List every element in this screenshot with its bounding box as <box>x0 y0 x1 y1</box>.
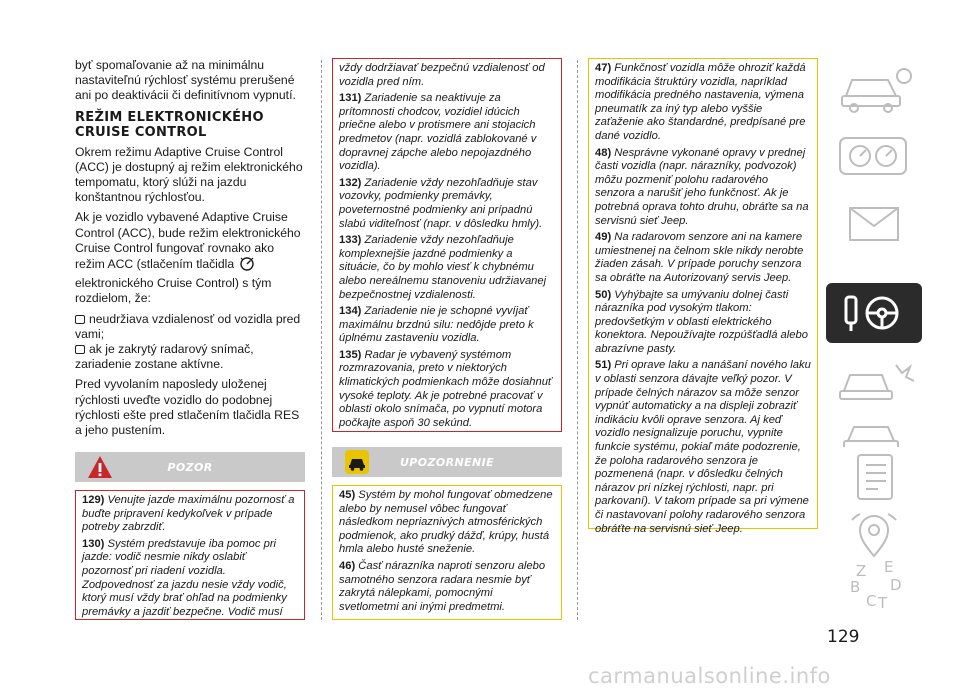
warning-triangle-icon <box>87 454 113 483</box>
note-item <box>339 489 555 557</box>
dashboard-icon[interactable] <box>826 126 922 186</box>
note-text: Vyhýbajte sa umývaniu dolnej časti nárazníka pod vysokým tlakom: predovšetkým v oblasti elektrického konektora. Nepoužívajte rozpúšťadlá alebo abrazívne pasty. <box>595 288 808 355</box>
bullet-1-text: neudržiava vzdialenosť od vozidla pred vami; <box>75 311 301 341</box>
note-number: 130) <box>82 537 105 550</box>
note-item <box>82 538 298 620</box>
paragraph-2 <box>75 210 305 306</box>
note-item <box>339 92 555 174</box>
note-item <box>595 359 811 536</box>
caution-car-icon <box>344 449 370 478</box>
list-item <box>75 342 305 372</box>
note-number: 133) <box>339 234 362 247</box>
index-letters-icon[interactable] <box>826 558 922 618</box>
index-letter: C <box>866 592 877 610</box>
note-continuation: vždy dodržiavať bezpečnú vzdialenosť od vozidla pred ním. <box>339 62 545 88</box>
caution-notes-continued-box <box>588 58 818 535</box>
envelope-icon[interactable] <box>826 194 922 254</box>
note-text: Časť nárazníka naproti senzoru alebo samotného senzora radara nesmie byť zakrytá nálepkami, pomocnými svetlometmi ani inými predmetmi. <box>339 559 546 613</box>
bullet-icon <box>75 345 85 354</box>
note-item <box>595 62 811 144</box>
note-number: 45) <box>339 489 356 501</box>
note-text: Radar je vybavený systémom rozmrazovania, preto v niektorých klimatických podmienkach môže dosiahnuť vysoké teploty. Ak je potrebné pracovať v oblasti okolo snímača, po vypnutí motora počkajte aspoň 30 sekúnd. <box>339 348 552 429</box>
note-number: 46) <box>339 559 356 572</box>
note-text: Zariadenie vždy nezohľadňuje komplexnejšie jazdné podmienky a situácie, čo by mohlo viesť k chybnému alebo nereálnemu stanoveniu udržiavanej bezpečnostnej vzdialenosti. <box>339 234 547 301</box>
bullet-icon <box>75 315 85 324</box>
intro-paragraph: byť spomaľovanie až na minimálnu nastaviteľnú rýchlosť systému prerušené ani po deaktivácii či definitívnom vypnutí. <box>75 58 296 103</box>
index-letter: E <box>884 558 894 576</box>
note-number: 134) <box>339 305 362 318</box>
note-text: Pri oprave laku a nanášaní nového laku v oblasti senzora dávajte veľký pozor. V prípade čelných nárazov sa môže senzor vypnúť automaticky a na displeji zobraziť indikáciu kvôli oprave senzora. Aj keď vozidlo nesignalizuje poruchu, vypnite funkcie systému, pokiaľ máte podozrenie, že poloha radarového senzora je pozmenená (napr. v dôsledku čelných nárazov pri nízkej rýchlosti, napr. pri parkovaní). V takom prípade sa pri výmene či nastavovaní polohy radarového senzora obráťte na servisnú sieť Jeep. <box>595 359 811 535</box>
paragraph-1: Okrem režimu Adaptive Cruise Control (ACC) je dostupný aj režim elektronického tempomatu, ktorý slúži na jazdu konštantnou rýchlosťou. <box>75 144 303 205</box>
note-item <box>595 289 811 357</box>
index-letter: B <box>850 578 861 596</box>
index-letter: Z <box>856 562 867 580</box>
note-number: 135) <box>339 348 362 361</box>
warning-title: POZOR <box>167 460 213 474</box>
note-item <box>339 560 555 614</box>
list-item <box>75 312 305 342</box>
steering-key-icon[interactable] <box>826 283 922 343</box>
navigation-icon[interactable] <box>826 506 922 566</box>
note-number: 129) <box>82 494 105 506</box>
note-text: Systém by mohol fungovať obmedzene alebo by nemusel vôbec fungovať následkom nepriaznivých atmosférických podmienok, ako prudký dážď, krúpy, hustá hmla alebo husté sneženie. <box>339 489 553 556</box>
note-number: 50) <box>595 288 612 301</box>
car-crash-icon[interactable] <box>826 351 922 411</box>
note-text: Na radarovom senzore ani na kamere umiestnenej na čelnom skle nikdy nerobte žiaden zásah. V prípade poruchy senzora sa obráťte na Autorizovaný servis Jeep. <box>595 231 804 284</box>
watermark: carmanualsonline.info <box>588 664 831 688</box>
note-number: 132) <box>339 176 362 189</box>
warning-banner <box>75 452 305 482</box>
note-number: 47) <box>595 62 612 74</box>
column-1 <box>75 58 305 443</box>
note-item <box>82 494 298 535</box>
note-item <box>595 147 811 229</box>
paragraph-2-text-a: Ak je vozidlo vybavené Adaptive Cruise Control (ACC), bude režim elektronického Cruise Control fungovať rovnako ako režim ACC (stlačením tlačidla <box>75 210 301 272</box>
paragraph-2-text-b: elektronického Cruise Control) s tým rozdielom, že: <box>75 276 272 306</box>
car-info-icon[interactable] <box>826 58 922 118</box>
note-text: Zariadenie sa neaktivuje za prítomnosti chodcov, vozidiel idúcich priečne alebo v protismere ani stojacich predmetov (napr. vozidlá zablokované v dopravnej zápche alebo nepojazdného vozidla). <box>339 92 537 173</box>
note-item <box>339 177 555 231</box>
note-text: Systém predstavuje iba pomoc pri jazde: vodič nesmie nikdy oslabiť pozornosť pri riadení vozidla. Zodpovednosť za jazdu nesie vždy vodič, ktorý musí vždy brať ohľad na podmienky premávky a jazdiť bezpečne. Vodič musí <box>82 537 287 618</box>
warning-notes-box <box>75 490 305 620</box>
note-item <box>339 234 555 302</box>
page-number: 129 <box>827 627 860 647</box>
note-text: Venujte jazde maximálnu pozornosť a buďte pripravení kedykoľvek v prípade potreby zabrzdiť. <box>82 494 295 534</box>
caution-title: UPOZORNENIE <box>399 455 495 469</box>
index-letter: D <box>890 576 902 594</box>
note-item <box>339 349 555 431</box>
bullet-2-text: ak je zakrytý radarový snímač, zariadenie zostane aktívne. <box>75 342 254 372</box>
warning-notes-continued-box <box>332 58 562 432</box>
note-text: Funkčnosť vozidla môže ohroziť každá modifikácia štruktúry vozidla, napríklad modifikácia predného nastavenia, výmena pneumatík za iný typ alebo vyššie zaťaženie ako štandardné, predpísané pre dané vozidlo. <box>595 62 806 142</box>
caution-notes-box <box>332 485 562 620</box>
note-number: 51) <box>595 359 612 372</box>
index-letter: T <box>878 594 888 612</box>
note-text: Zariadenie vždy nezohľadňuje stav vozovky, podmienky premávky, poveternostné podmienky ani prípadnú slabú viditeľnosť (napr. v dôsledku hmly). <box>339 176 543 230</box>
note-number: 48) <box>595 146 612 159</box>
section-heading: REŽIM ELEKTRONICKÉHO CRUISE CONTROL <box>75 109 264 140</box>
note-number: 131) <box>339 92 362 105</box>
note-item <box>595 231 811 285</box>
caution-banner <box>332 447 562 477</box>
note-number: 49) <box>595 231 612 244</box>
maintenance-list-icon[interactable] <box>826 447 922 507</box>
paragraph-3: Pred vyvolaním naposledy uloženej rýchlosti uveďte vozidlo do podobnej rýchlosti ešte pred stlačením tlačidla RES a jeho pustením. <box>75 377 300 438</box>
note-item <box>339 305 555 346</box>
note-text: Zariadenie nie je schopné vyvíjať maximálnu brzdnú silu: nedôjde preto k úplnému zastaveniu vozidla. <box>339 305 534 345</box>
column-divider <box>577 60 578 620</box>
note-text: Nesprávne vykonané opravy v prednej časti vozidla (napr. nárazníky, podvozok) môžu pozmeniť polohu radarového senzora a narušiť jeho funkčnosť. Ak je potrebná oprava tohto druhu, obráťte sa na servisnú sieť Jeep. <box>595 146 809 227</box>
cruise-control-button-icon <box>238 256 256 276</box>
column-divider <box>321 60 322 620</box>
